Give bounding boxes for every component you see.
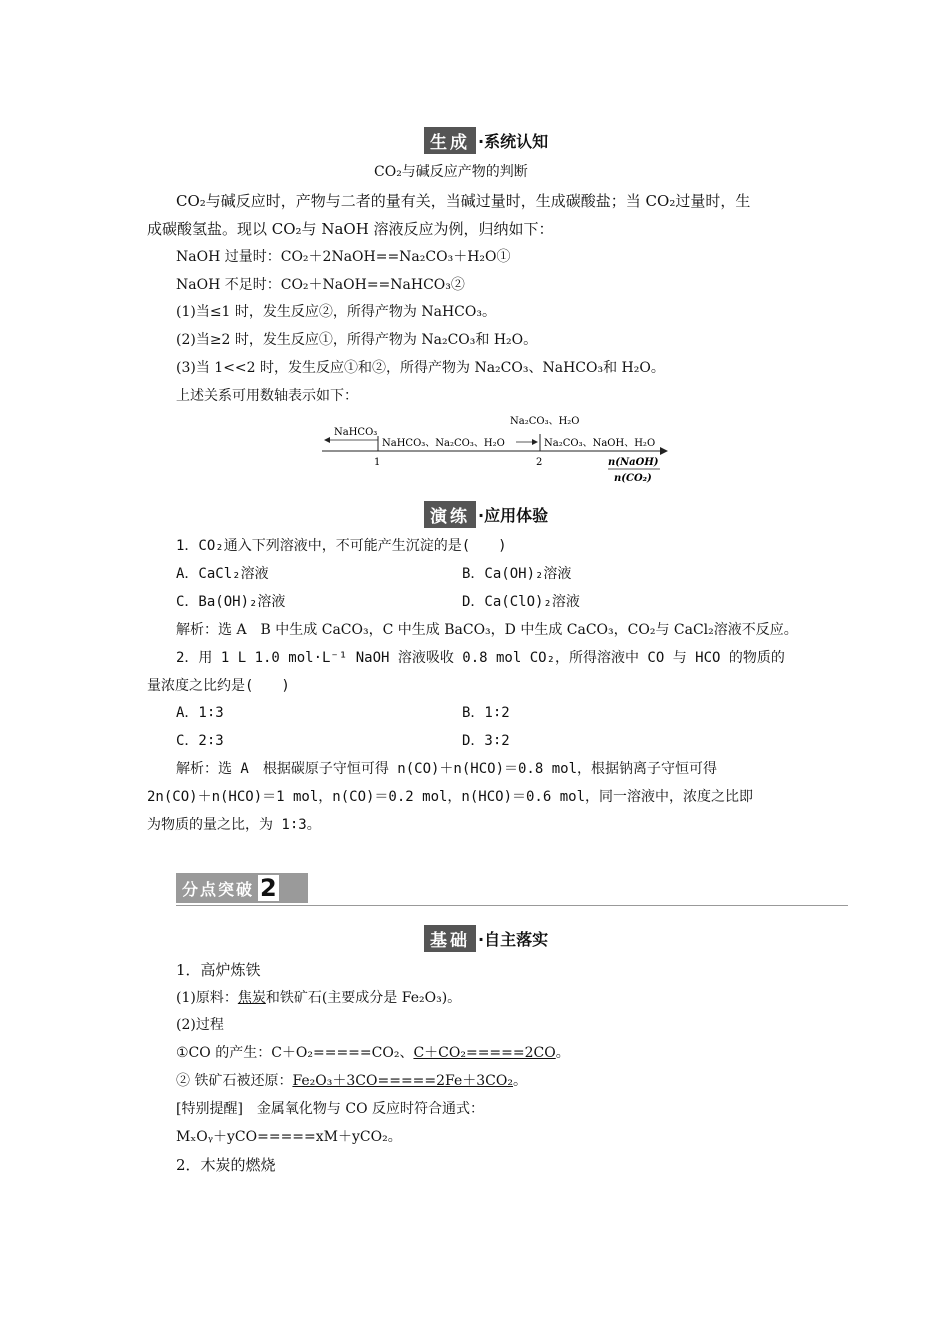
ratio-numerator: n(NaOH): [608, 457, 659, 468]
materials-prefix: (1)原料：: [176, 990, 238, 1006]
intro-line-1: CO₂与碱反应时，产物与二者的量有关，当碱过量时，生成碳酸盐；当 CO₂过量时，生: [176, 192, 751, 210]
section-header-practice: [424, 501, 548, 527]
left-arrow-head: [324, 437, 330, 443]
question-2-option-c: C．2∶3: [176, 733, 224, 749]
axis-right-label: Na₂CO₃、NaOH、H₂O: [544, 438, 656, 449]
case-4: 上述关系可用数轴表示如下：: [176, 388, 358, 404]
question-2-answer-1: 解析：选 A 根据碳原子守恒可得 n(CO)＋n(HCO)＝0.8 mol，根据钠离子守恒可得: [176, 761, 718, 777]
question-2-line-2: 量浓度之比约是( ): [147, 678, 290, 694]
number-axis-diagram: [320, 410, 670, 488]
materials-suffix: 和铁矿石(主要成分是 Fe₂O₃)。: [265, 990, 462, 1006]
question-1-answer: 解析：选 A B 中生成 CaCO₃，C 中生成 BaCO₃，D 中生成 CaCO₃，CO₂与 CaCl₂溶液不反应。: [176, 622, 798, 638]
item-1-materials: [176, 988, 461, 1008]
question-2-answer-3: 为物质的量之比，为 1∶3。: [147, 817, 321, 833]
ore-prefix: ② 铁矿石被还原：: [176, 1073, 293, 1089]
co-production: [176, 1043, 570, 1063]
section-label: 分点突破: [182, 879, 255, 899]
axis-arrow: [660, 447, 668, 455]
header-box: 基础: [424, 925, 476, 952]
co-underlined: C＋CO₂=====2CO: [413, 1045, 556, 1061]
section-rule: [176, 905, 848, 906]
header-text: ·系统认知: [478, 131, 549, 151]
header-text: ·自主落实: [478, 929, 549, 949]
question-2-option-a: A．1∶3: [176, 705, 224, 721]
header-text: ·应用体验: [478, 505, 549, 525]
case-2: (2)当≥2 时，发生反应①，所得产物为 Na₂CO₃和 H₂O。: [176, 332, 538, 348]
header-box: 演练: [424, 501, 476, 528]
co-prefix: ①CO 的产生：C＋O₂=====CO₂、: [176, 1045, 414, 1061]
reaction-1: NaOH 过量时：CO₂＋2NaOH==Na₂CO₃＋H₂O①: [176, 249, 511, 265]
ore-reduction: [176, 1071, 527, 1091]
tick-label-2: 2: [536, 457, 543, 468]
question-1-option-d: D．Ca(ClO)₂溶液: [462, 594, 580, 610]
question-1: 1．CO₂通入下列溶液中，不可能产生沉淀的是( ): [176, 538, 507, 554]
question-1-option-b: B．Ca(OH)₂溶液: [462, 566, 572, 582]
axis-middle-label: NaHCO₃、Na₂CO₃、H₂O: [382, 438, 505, 449]
axis-left-label: NaHCO₃: [334, 427, 378, 438]
question-1-option-c: C．Ba(OH)₂溶液: [176, 594, 286, 610]
case-3: (3)当 1<<2 时，发生反应①和②，所得产物为 Na₂CO₃、NaHCO₃和 H₂O。: [176, 360, 665, 376]
middle-arrow-head: [532, 439, 538, 445]
tick-label-1: 1: [374, 457, 381, 468]
ratio-denominator: n(CO₂): [614, 473, 652, 484]
ore-suffix: 。: [513, 1073, 527, 1089]
header-box: 生成: [424, 127, 476, 154]
question-2-option-b: B．1∶2: [462, 705, 510, 721]
co-suffix: 。: [555, 1045, 570, 1061]
general-formula: MₓOᵧ＋yCO=====xM＋yCO₂。: [176, 1129, 402, 1145]
case-1: (1)当≤1 时，发生反应②，所得产物为 NaHCO₃。: [176, 304, 496, 320]
question-2-option-d: D．3∶2: [462, 733, 510, 749]
section-header-generate: [424, 127, 548, 153]
question-1-option-a: A．CaCl₂溶液: [176, 566, 269, 582]
subtitle: CO₂与碱反应产物的判断: [374, 164, 528, 180]
ore-underlined: Fe₂O₃＋3CO=====2Fe＋3CO₂: [292, 1073, 513, 1089]
item-2-title: 2．木炭的燃烧: [176, 1156, 276, 1174]
axis-top-label: Na₂CO₃、H₂O: [510, 416, 580, 427]
section-header-basics: [424, 925, 548, 951]
special-note: [特别提醒] 金属氧化物与 CO 反应时符合通式：: [176, 1101, 485, 1117]
question-2-answer-2: 2n(CO)＋n(HCO)＝1 mol，n(CO)＝0.2 mol，n(HCO)＝0.6 mol，同一溶液中，浓度之比即: [147, 789, 754, 805]
question-2-line-1: 2．用 1 L 1.0 mol·L⁻¹ NaOH 溶液吸收 0.8 mol CO₂，所得溶液中 CO 与 HCO 的物质的: [176, 650, 785, 666]
section-tab: [176, 873, 308, 903]
item-1-title: 1．高炉炼铁: [176, 961, 261, 979]
materials-underlined: 焦炭: [237, 990, 266, 1006]
reaction-2: NaOH 不足时：CO₂＋NaOH==NaHCO₃②: [176, 277, 465, 293]
intro-line-2: 成碳酸氢盐。现以 CO₂与 NaOH 溶液反应为例，归纳如下：: [147, 220, 554, 238]
section-bar-breakthrough: [176, 873, 848, 905]
item-1-process: (2)过程: [176, 1017, 224, 1033]
section-number: 2: [260, 874, 277, 902]
